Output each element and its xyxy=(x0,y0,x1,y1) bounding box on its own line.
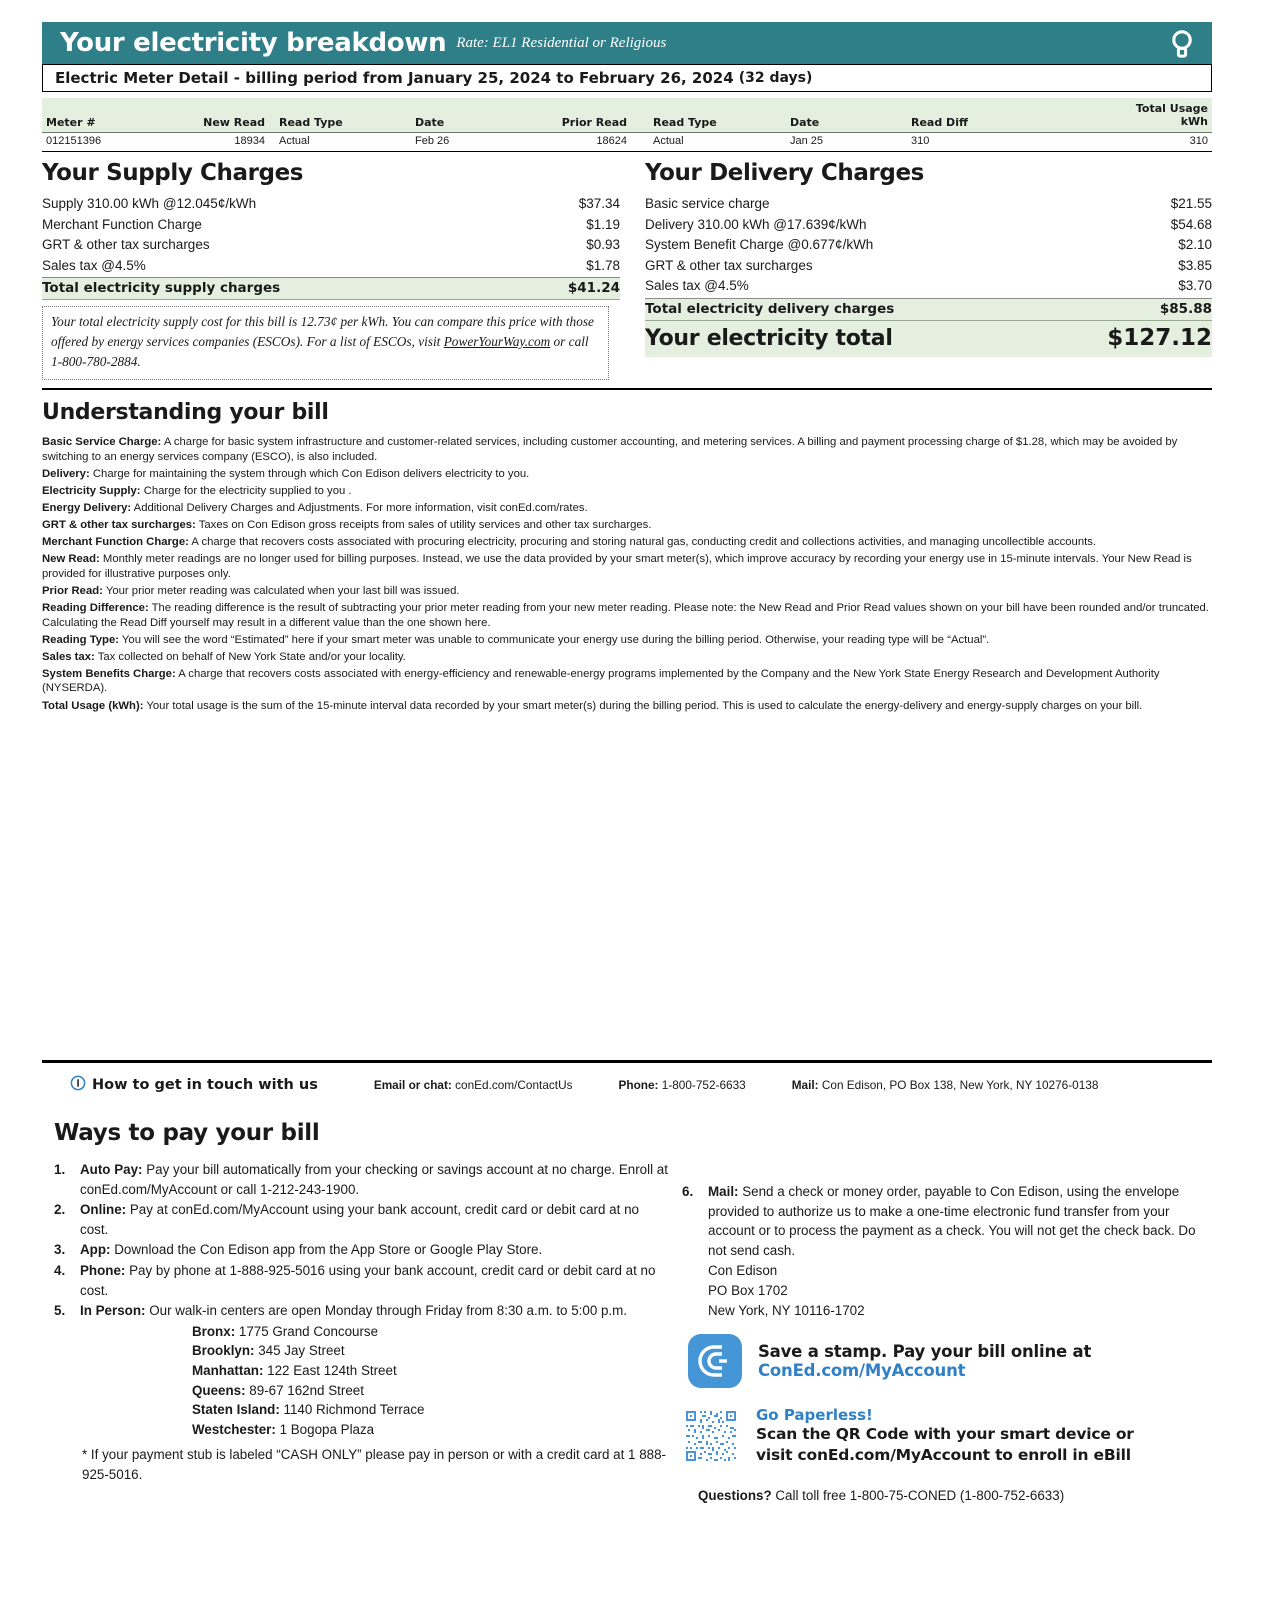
glossary-term: Delivery: xyxy=(42,467,90,480)
contact-title: How to get in touch with us xyxy=(92,1077,318,1093)
save-a-stamp-line1: Save a stamp. Pay your bill online at xyxy=(758,1342,1092,1362)
delivery-charges-section xyxy=(645,160,1212,357)
glossary-term: Reading Difference: xyxy=(42,601,149,614)
contact-mail-value: Con Edison, PO Box 138, New York, NY 10276-0138 xyxy=(818,1078,1099,1092)
go-paperless-banner xyxy=(684,1406,1212,1466)
cell-total-usage: 310 xyxy=(1189,135,1208,147)
walkin-address: 122 East 124th Street xyxy=(263,1362,397,1378)
charge-amount: $2.10 xyxy=(1178,237,1212,252)
glossary-item xyxy=(42,650,1212,665)
glossary-text: A charge that recovers costs associated with energy-efficiency and renewable-energy programs implemented by the Company and the New York State Energy Research and Development Authority (NYSERDA). xyxy=(42,667,1160,695)
glossary-text: Monthly meter readings are no longer used for billing purposes. Instead, we use the data provided by your smart meter(s), which improve accuracy by recording your energy use in 15-minute intervals. Your New Read is provided for illustrative purposes only. xyxy=(42,553,1192,580)
list-item xyxy=(670,1182,1212,1260)
list-item xyxy=(192,1400,670,1420)
table-row xyxy=(42,133,1212,152)
go-paperless-line2: Scan the QR Code with your smart device or xyxy=(756,1425,1134,1444)
cell-meter-number: 012151396 xyxy=(46,135,102,147)
charge-amount: $1.19 xyxy=(586,216,620,232)
walkin-centers-list xyxy=(192,1322,670,1440)
esco-note-text-1: Your total electricity supply cost for this bill is 12.73¢ per kWh. You can compare this price with those offered by energy services companies (ESCOs). For a list of ESCOs, visit xyxy=(51,314,594,349)
list-item xyxy=(42,1160,670,1199)
contact-bar xyxy=(42,1070,1212,1100)
charge-amount: $3.70 xyxy=(1178,278,1212,293)
charge-amount: $1.78 xyxy=(586,257,620,273)
col-read-type-new: Read Type xyxy=(279,116,343,129)
walkin-borough: Westchester: xyxy=(192,1421,276,1437)
electricity-total-amount: $127.12 xyxy=(1107,324,1212,351)
glossary-term: GRT & other tax surcharges: xyxy=(42,518,196,531)
list-item xyxy=(645,235,1212,256)
glossary-text: A charge for basic system infrastructure and customer-related services, including customer accounting, and metering services. A billing and payment processing charge of $1.28, which may be avoided by switching to an energy services company (ESCO), is also included. xyxy=(42,436,1178,463)
list-item xyxy=(645,256,1212,277)
esco-note xyxy=(42,306,609,380)
glossary-text: Taxes on Con Edison gross receipts from sales of utility services and other tax surcharges. xyxy=(195,518,652,531)
pay-method-text: Pay by phone at 1-888-925-5016 using your bank account, credit card or debit card at no cost. xyxy=(80,1262,656,1298)
save-a-stamp-banner xyxy=(688,1334,1212,1388)
glossary-text: Additional Delivery Charges and Adjustments. For more information, visit conEd.com/rates. xyxy=(131,501,588,514)
contact-mail xyxy=(792,1078,1099,1092)
cell-date-new: Feb 26 xyxy=(415,135,450,147)
glossary-item xyxy=(42,699,1212,714)
cell-new-read: 18934 xyxy=(234,135,265,147)
charge-amount: $0.93 xyxy=(586,237,620,252)
list-number: 6. xyxy=(682,1184,694,1199)
list-item xyxy=(192,1341,670,1361)
glossary-item xyxy=(42,584,1212,599)
list-item xyxy=(42,215,620,236)
pay-method-term: In Person: xyxy=(80,1303,146,1319)
list-number: 1. xyxy=(54,1162,66,1177)
col-date-prior: Date xyxy=(790,116,820,129)
walkin-borough: Bronx: xyxy=(192,1323,236,1339)
delivery-total-label: Total electricity delivery charges xyxy=(645,300,895,317)
ways-to-pay-left-column xyxy=(42,1160,670,1503)
walkin-address: 345 Jay Street xyxy=(254,1343,345,1359)
qr-code-icon xyxy=(684,1409,738,1463)
electricity-breakdown-header xyxy=(42,22,1212,64)
glossary-item xyxy=(42,518,1212,533)
col-date-new: Date xyxy=(415,116,445,129)
pay-method-text: Send a check or money order, payable to Con Edison, using the envelope provided to authorize us to make a one-time electronic fund transfer from your account or to process the payment as a check. You will not get the check back. Do not send cash. xyxy=(708,1184,1196,1258)
list-item xyxy=(42,194,620,215)
list-item xyxy=(645,276,1212,297)
contact-mail-label: Mail: xyxy=(791,1078,819,1092)
glossary-item xyxy=(42,667,1212,696)
list-item xyxy=(192,1361,670,1381)
list-item xyxy=(645,215,1212,236)
col-prior-read: Prior Read xyxy=(561,116,627,129)
cell-read-type-new: Actual xyxy=(279,135,310,147)
walkin-borough: Staten Island: xyxy=(192,1402,280,1418)
list-item xyxy=(42,1301,670,1321)
delivery-charges-title: Your Delivery Charges xyxy=(645,160,924,186)
list-number: 2. xyxy=(54,1202,66,1218)
pay-method-term: Mail: xyxy=(708,1184,739,1199)
col-read-diff: Read Diff xyxy=(911,116,968,129)
glossary-item xyxy=(42,484,1212,499)
divider xyxy=(42,388,1212,390)
cell-prior-read: 18624 xyxy=(596,135,627,147)
ways-to-pay-section xyxy=(42,1120,1212,1503)
list-item xyxy=(192,1420,670,1440)
glossary-term: New Read: xyxy=(42,553,100,566)
go-paperless-heading: Go Paperless! xyxy=(756,1406,873,1425)
meter-detail-subtitle xyxy=(42,64,1212,92)
glossary-term: Merchant Function Charge: xyxy=(42,536,189,549)
supply-total-amount: $41.24 xyxy=(567,280,620,296)
poweryourway-link[interactable]: PowerYourWay.com xyxy=(443,334,551,349)
contact-phone-value: 1-800-752-6633 xyxy=(658,1078,746,1092)
list-item xyxy=(42,1200,670,1239)
pay-method-term: App: xyxy=(80,1242,111,1258)
pay-method-text: Pay at conEd.com/MyAccount using your bank account, credit card or debit card at no cost. xyxy=(80,1202,639,1237)
contact-email[interactable] xyxy=(374,1078,573,1092)
walkin-borough: Manhattan: xyxy=(192,1362,264,1378)
list-number: 4. xyxy=(54,1262,66,1278)
go-paperless-line3: visit conEd.com/MyAccount to enroll in eBill xyxy=(756,1446,1131,1465)
glossary-item xyxy=(42,601,1212,630)
divider xyxy=(42,1060,1212,1063)
glossary-text: Your total usage is the sum of the 15-minute interval data recorded by your smart meter(s) during the billing period. This is used to calculate the energy-delivery and energy-supply charges on your bill. xyxy=(143,699,1143,712)
glossary-text: You will see the word “Estimated” here if your smart meter was unable to communicate your energy use during the billing period. Otherwise, your reading type will be “Actual”. xyxy=(119,633,990,646)
myaccount-link[interactable]: ConEd.com/MyAccount xyxy=(758,1361,966,1381)
walkin-address: 1 Bogopa Plaza xyxy=(275,1421,375,1437)
charge-label: Sales tax @4.5% xyxy=(42,257,146,273)
pay-method-term: Phone: xyxy=(80,1262,126,1278)
list-item xyxy=(42,256,620,277)
col-read-type-prior: Read Type xyxy=(653,116,717,129)
glossary-term: Reading Type: xyxy=(42,633,119,646)
glossary-item xyxy=(42,535,1212,550)
pay-method-term: Auto Pay: xyxy=(80,1162,143,1177)
glossary-text: The reading difference is the result of subtracting your prior meter reading from your new meter reading. Please note: the New Read and Prior Read values shown on your bill have been rounded and/or truncated. Calculating the Read Diff yourself may result in a different value than the one shown here. xyxy=(42,601,1209,629)
walkin-address: 1775 Grand Concourse xyxy=(235,1323,379,1339)
walkin-borough: Brooklyn: xyxy=(192,1343,255,1359)
glossary-text: Charge for the electricity supplied to you . xyxy=(140,484,352,497)
cell-date-prior: Jan 25 xyxy=(790,135,824,147)
mail-address-line: New York, NY 10116-1702 xyxy=(708,1302,865,1318)
pay-method-text: Our walk-in centers are open Monday through Friday from 8:30 a.m. to 5:00 p.m. xyxy=(145,1303,628,1319)
list-item xyxy=(192,1322,670,1342)
charge-label: System Benefit Charge @0.677¢/kWh xyxy=(645,237,874,252)
charge-label: GRT & other tax surcharges xyxy=(42,237,210,252)
electricity-total-row xyxy=(645,321,1212,357)
mail-address-line: Con Edison xyxy=(708,1263,778,1279)
mail-payment-address xyxy=(708,1261,1212,1320)
walkin-address: 89-67 162nd Street xyxy=(245,1382,364,1398)
col-total-usage xyxy=(1058,102,1208,130)
contact-email-label: Email or chat: xyxy=(373,1078,452,1092)
questions-note xyxy=(698,1488,1212,1503)
list-number: 5. xyxy=(54,1303,66,1319)
charge-label: Supply 310.00 kWh @12.045¢/kWh xyxy=(42,196,257,211)
glossary-term: Prior Read: xyxy=(42,584,103,597)
list-item xyxy=(42,1240,670,1260)
questions-label: Questions? xyxy=(698,1488,772,1504)
delivery-charges-lines xyxy=(645,194,1212,299)
ways-to-pay-right-column xyxy=(670,1160,1212,1503)
delivery-total-row xyxy=(645,299,1212,321)
questions-text: Call toll free 1-800-75-CONED (1-800-752-6633) xyxy=(771,1488,1065,1504)
glossary-term: Sales tax: xyxy=(42,650,95,663)
info-circle-icon xyxy=(70,1075,86,1096)
meter-detail-days: (32 days) xyxy=(738,70,813,86)
glossary-item xyxy=(42,633,1212,648)
list-item xyxy=(42,235,620,256)
glossary-item xyxy=(42,552,1212,581)
ways-to-pay-title: Ways to pay your bill xyxy=(54,1120,320,1146)
contact-phone-label: Phone: xyxy=(618,1078,659,1092)
col-new-read: New Read xyxy=(203,116,265,129)
walkin-address: 1140 Richmond Terrace xyxy=(279,1402,425,1418)
list-item xyxy=(192,1381,670,1401)
glossary-term: Basic Service Charge: xyxy=(42,436,162,448)
walkin-borough: Queens: xyxy=(192,1382,246,1398)
esco-note-text-2: or call 1-800-780-2884. xyxy=(51,334,589,369)
glossary-item xyxy=(42,501,1212,516)
glossary-term: Electricity Supply: xyxy=(42,484,141,497)
pay-method-term: Online: xyxy=(80,1202,127,1218)
mail-address-line: PO Box 1702 xyxy=(708,1282,788,1298)
cell-read-type-prior: Actual xyxy=(653,135,684,147)
charge-amount: $54.68 xyxy=(1170,216,1212,232)
glossary-item xyxy=(42,467,1212,482)
page-title: Your electricity breakdown xyxy=(60,28,447,58)
contact-email-value: conEd.com/ContactUs xyxy=(451,1078,573,1092)
contact-phone[interactable] xyxy=(619,1078,746,1092)
meter-table-header xyxy=(42,98,1212,133)
supply-charges-lines xyxy=(42,194,620,278)
electricity-total-label: Your electricity total xyxy=(645,325,893,351)
charge-label: Basic service charge xyxy=(645,196,770,211)
charge-label: Delivery 310.00 kWh @17.639¢/kWh xyxy=(645,216,867,232)
understanding-your-bill-section xyxy=(42,388,1212,716)
supply-total-label: Total electricity supply charges xyxy=(42,280,281,296)
supply-charges-section xyxy=(42,160,620,380)
meter-detail-table xyxy=(42,98,1212,152)
cash-only-note: * If your payment stub is labeled “CASH ONLY” please pay in person or with a credit card at 1 888-925-5016. xyxy=(82,1447,667,1482)
charge-label: Sales tax @4.5% xyxy=(645,278,749,293)
glossary-term: Energy Delivery: xyxy=(42,501,132,514)
list-item xyxy=(645,194,1212,215)
glossary-item xyxy=(42,435,1212,464)
meter-detail-period: Electric Meter Detail - billing period from January 25, 2024 to February 26, 2024 xyxy=(55,69,734,87)
glossary-text: Tax collected on behalf of New York State and/or your locality. xyxy=(94,650,406,663)
charge-amount: $3.85 xyxy=(1178,257,1212,273)
supply-total-row xyxy=(42,278,620,300)
list-number: 3. xyxy=(54,1242,66,1258)
supply-charges-title: Your Supply Charges xyxy=(42,160,304,186)
col-meter-number: Meter # xyxy=(46,116,96,129)
glossary-text: Charge for maintaining the system through which Con Edison delivers electricity to you. xyxy=(89,467,530,480)
pay-method-text: Download the Con Edison app from the App Store or Google Play Store. xyxy=(110,1242,543,1258)
glossary-term: Total Usage (kWh): xyxy=(42,699,144,712)
delivery-total-amount: $85.88 xyxy=(1159,300,1212,317)
rate-label: Rate: EL1 Residential or Religious xyxy=(456,34,667,51)
glossary-text: Your prior meter reading was calculated when your last bill was issued. xyxy=(102,584,460,597)
charge-amount: $21.55 xyxy=(1170,196,1212,211)
charge-label: Merchant Function Charge xyxy=(42,216,202,232)
pay-method-text: Pay your bill automatically from your checking or savings account at no charge. Enroll at conEd.com/MyAccount or call 1-212-243-1900. xyxy=(80,1162,668,1197)
list-item xyxy=(42,1261,670,1300)
glossary-text: A charge that recovers costs associated with procuring electricity, procuring and storing natural gas, conducting credit and collections activities, and managing uncollectible accounts. xyxy=(188,536,1097,549)
glossary-term: System Benefits Charge: xyxy=(42,667,176,680)
charge-amount: $37.34 xyxy=(578,196,620,211)
charge-label: GRT & other tax surcharges xyxy=(645,257,813,273)
lightbulb-icon xyxy=(1168,29,1196,64)
understanding-title: Understanding your bill xyxy=(42,400,329,425)
col-total-usage-line1: Total Usage xyxy=(1135,101,1208,115)
cell-read-diff: 310 xyxy=(911,135,930,147)
col-total-usage-line2: kWh xyxy=(1180,115,1208,129)
coned-logo-icon xyxy=(688,1334,742,1388)
